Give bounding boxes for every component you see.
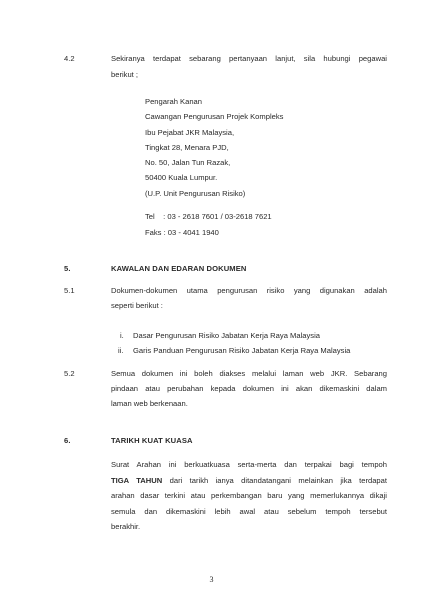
list-item: Garis Panduan Pengurusan Risiko Jabatan Kerja Raya Malaysia — [133, 346, 351, 355]
list-item: Dasar Pengurusan Risiko Jabatan Kerja Raya Malaysia — [133, 331, 320, 340]
contact-address — [145, 94, 283, 201]
contact-line: Tingkat 28, Menara PJD, — [145, 142, 229, 152]
contact-fax: Faks : 03 - 4041 1940 — [145, 228, 219, 237]
section-4-2-number: 4.2 — [64, 54, 75, 63]
section-5-title: KAWALAN DAN EDARAN DOKUMEN — [111, 264, 247, 273]
section-6-line-4: semula dan dikemaskini lebih awal atau sebelum tempoh tersebut — [111, 507, 387, 516]
section-6-line-2-rest: dari tarikh ianya ditandatangani melainkan jika terdapat — [162, 476, 387, 485]
section-5-2-line-3: laman web berkenaan. — [111, 399, 188, 408]
section-6-line-2 — [111, 476, 387, 485]
section-6-line-1: Surat Arahan ini berkuatkuasa serta-merta dan terpakai bagi tempoh — [111, 460, 387, 469]
section-5-1-line-1: Dokumen-dokumen utama pengurusan risiko yang digunakan adalah — [111, 286, 387, 295]
section-5-1-line-2: seperti berikut : — [111, 301, 163, 310]
page-number: 3 — [209, 575, 214, 584]
list-item-marker: ii. — [118, 346, 124, 355]
contact-line: 50400 Kuala Lumpur. — [145, 173, 218, 183]
contact-line: Cawangan Pengurusan Projek Kompleks — [145, 112, 284, 122]
contact-line: Pengarah Kanan — [145, 97, 203, 106]
contact-line: (U.P. Unit Pengurusan Risiko) — [145, 188, 246, 198]
section-5-2-line-2: pindaan atau perubahan kepada dokumen ini akan dikemaskini dalam — [111, 384, 387, 393]
section-5-2-number: 5.2 — [64, 369, 75, 378]
section-4-2-line-2: berikut ; — [111, 70, 139, 79]
contact-line: No. 50, Jalan Tun Razak, — [145, 158, 231, 168]
contact-line: Ibu Pejabat JKR Malaysia, — [145, 127, 235, 137]
section-6-title: TARIKH KUAT KUASA — [111, 436, 193, 445]
section-6-number: 6. — [64, 436, 71, 445]
section-6-line-5: berakhir. — [111, 522, 141, 531]
tiga-tahun-emphasis: TIGA TAHUN — [111, 476, 163, 485]
list-item-marker: i. — [120, 331, 124, 340]
section-5-number: 5. — [64, 264, 71, 273]
contact-tel: Tel : 03 - 2618 7601 / 03-2618 7621 — [145, 212, 272, 221]
section-4-2-line-1: Sekiranya terdapat sebarang pertanyaan lanjut, sila hubungi pegawai — [111, 54, 387, 63]
section-5-2-line-1: Semua dokumen ini boleh diakses melalui laman web JKR. Sebarang — [111, 369, 387, 378]
section-6-line-3: arahan dasar terkini atau perkembangan baru yang memerlukannya dikaji — [111, 491, 387, 500]
section-5-1-number: 5.1 — [64, 286, 75, 295]
